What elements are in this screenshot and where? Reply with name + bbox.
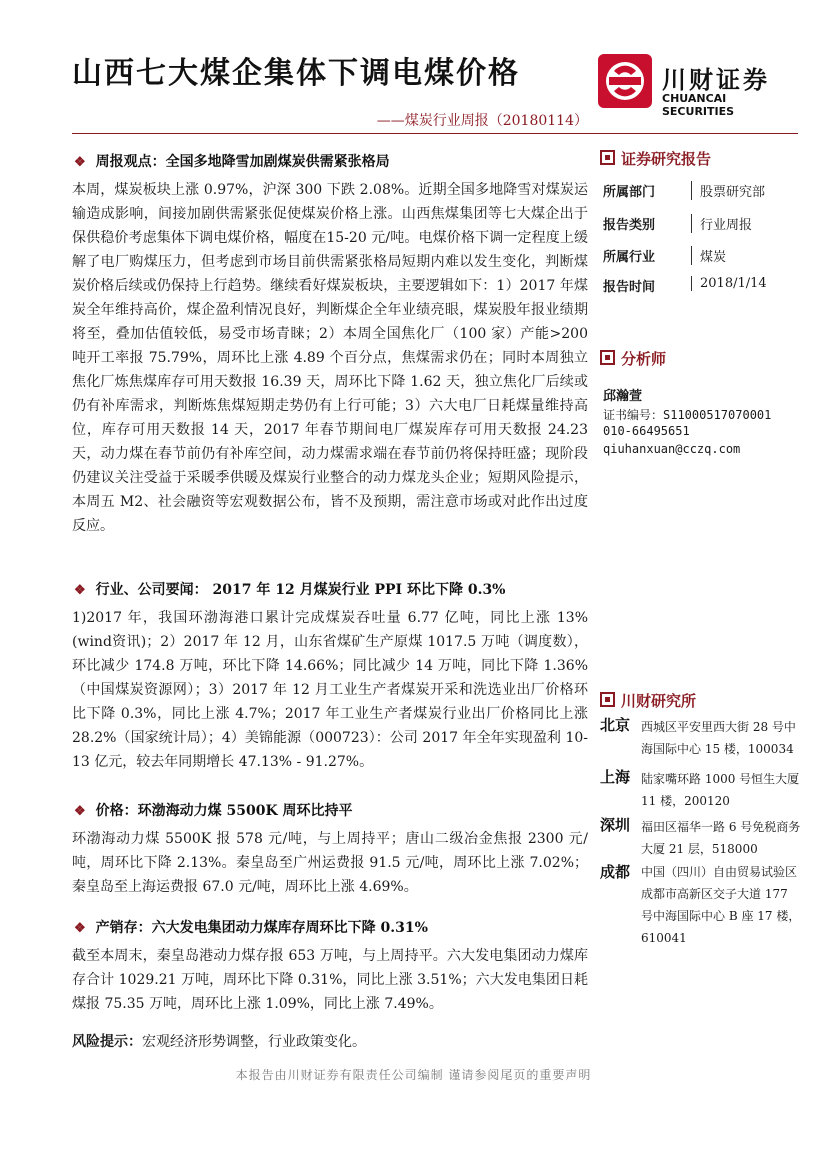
logo-name-en: CHUANCAI SECURITIES	[662, 92, 735, 118]
risk-label: 风险提示：	[72, 1034, 142, 1050]
risk-text: 宏观经济形势调整，行业政策变化。	[142, 1034, 366, 1050]
logo-name-cn: 川财证券	[662, 66, 770, 94]
office-address-chengdu: 中国（四川）自由贸易试验区成都市高新区交子大道 177 号中海国际中心 B 座 17 楼，610041	[641, 865, 801, 945]
section-heading-price: ❖ 价格：环渤海动力煤 5500K 周环比持平	[74, 803, 353, 819]
page-footer: 本报告由川财证券有限责任公司编制 谨请参阅尾页的重要声明	[235, 1068, 592, 1082]
analyst-heading: 分析师	[600, 348, 666, 369]
report-heading: 证券研究报告	[600, 148, 711, 169]
section-body-news: 1)2017 年，我国环渤海港口累计完成煤炭吞吐量 6.77 亿吨，同比上涨 13%(wind资讯)；2）2017 年 12 月，山东省煤矿生产原煤 1017.5 万吨（调度数），环比减少 174.8 万吨，环比下降 14.66%；同比减少 14 万吨，同比下降 1.36%（中国煤炭资源网）；3）2017 年 12 月工业生产者煤炭开采和洗选业出厂价格环比下降 0.3%，同比上涨 4.7%；2017 年工业生产者煤炭行业出厂价格同比上涨 28.2%（国家统计局）；4）美锦能源（000723）：公司 2017 年全年实现盈利 10-13 亿元，较去年同期增长 47.13% - 91.27%。	[72, 610, 588, 770]
section-body-view: 本周，煤炭板块上涨 0.97%，沪深 300 下跌 2.08%。近期全国多地降雪对煤炭运输造成影响，间接加剧供需紧张促使煤炭价格上涨。山西焦煤集团等七大煤企出于保供稳价考虑集体下调电煤价格，幅度在15-20 元/吨。电煤价格下调一定程度上缓解了电厂购煤压力，但考虑到市场目前供需紧张格局短期内难以发生变化，判断煤炭价格后续或仍保持上行趋势。继续看好煤炭板块，主要逻辑如下：1）2017 年煤炭全年维持高价，煤企盈利情况良好，判断煤企全年业绩亮眼，煤炭股年报业绩期将至，叠加估值较低，易受市场青睐；2）本周全国焦化厂（100 家）产能>200 吨开工率报 75.79%，周环比上涨 4.89 个百分点，焦煤需求仍在；同时本周独立焦化厂炼焦煤库存可用天数报 16.39 天，周环比下降 1.62 天，独立焦化厂后续或仍有补库需求，判断炼焦煤短期走势仍有上行可能；3）六大电厂日耗煤量维持高位，库存可用天数报 14 天，2017 年春节期间电厂煤炭库存可用天数报 24.23 天，动力煤在春节前仍有补库空间，动力煤需求端在春节前仍将保持旺盛；现阶段仍建议关注受益于采暖季供暖及煤炭行业整合的动力煤龙头企业；短期风险提示，本周五 M2、社会融资等宏观数据公布，皆不及预期，需注意市场或对此作出过度反应。	[72, 182, 588, 534]
diamond-bullet-icon: ❖	[74, 921, 86, 936]
section-body-inventory: 截至本周末，秦皇岛港动力煤存报 653 万吨，与上周持平。六大发电集团动力煤库存合计 1029.21 万吨，周环比下降 0.31%，同比上涨 3.51%；六大发电集团日耗煤报 75.35 万吨，周环比上涨 1.09%，同比上涨 7.49%。	[72, 948, 588, 1012]
diamond-bullet-icon: ❖	[74, 583, 86, 598]
analyst-phone: 010-66495651	[603, 424, 690, 438]
square-bullet-icon	[600, 150, 615, 165]
square-bullet-icon	[600, 350, 615, 365]
office-city-chengdu: 成都	[600, 863, 631, 881]
office-address-shanghai: 陆家嘴环路 1000 号恒生大厦 11 楼，200120	[641, 772, 800, 808]
section-heading-inventory: ❖ 产销存：六大发电集团动力煤库存周环比下降 0.31%	[74, 920, 428, 936]
office-address-shenzhen: 福田区福华一路 6 号免税商务大厦 21 层，518000	[641, 820, 801, 856]
analyst-cert: 证书编号：S1100051707000​1	[603, 408, 772, 422]
office-city-shanghai: 上海	[600, 768, 631, 786]
section-heading-view: ❖ 周报观点：全国多地降雪加剧煤炭供需紧张格局	[74, 154, 390, 170]
office-city-beijing: 北京	[600, 716, 631, 734]
analyst-email[interactable]: qiuhanxuan@cczq.com	[603, 442, 741, 456]
logo-mark-icon	[598, 54, 652, 108]
section-heading-news: ❖ 行业、公司要闻： 2017 年 12 月煤炭行业 PPI 环比下降 0.3%	[74, 582, 506, 598]
diamond-bullet-icon: ❖	[74, 155, 86, 170]
page-title: 山西七大煤企集体下调电煤价格	[72, 56, 520, 91]
risk-note	[72, 1030, 588, 1054]
company-logo	[598, 54, 798, 118]
section-body-price: 环渤海动力煤 5500K 报 578 元/吨，与上周持平；唐山二级冶金焦报 2300 元/吨，周环比下降 2.13%。秦皇岛至广州运费报 91.5 元/吨，周环比上涨 7.02%；秦皇岛至上海运费报 67.0 元/吨，周环比上涨 4.69%。	[72, 831, 588, 895]
office-address-beijing: 西城区平安里西大街 28 号中海国际中心 15 楼，100034	[641, 720, 796, 756]
page-subtitle: ——煤炭行业周报（20180114）	[376, 113, 588, 129]
office-city-shenzhen: 深圳	[600, 816, 631, 834]
header-divider	[72, 133, 798, 134]
analyst-name: 邱瀚萱	[603, 389, 643, 404]
diamond-bullet-icon: ❖	[74, 804, 86, 819]
square-bullet-icon	[600, 692, 615, 707]
institute-heading: 川财研究所	[600, 690, 696, 711]
